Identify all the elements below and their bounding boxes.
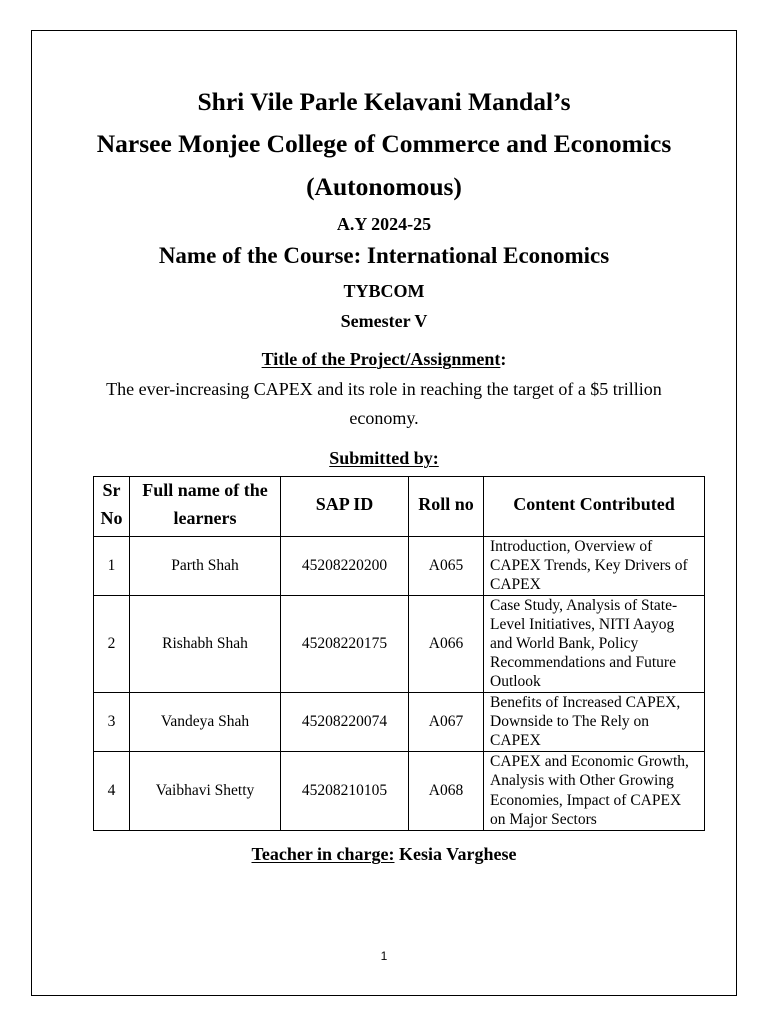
name-cell: Parth Shah (130, 537, 281, 596)
roll-no-cell: A067 (409, 692, 484, 751)
sr-no-cell: 1 (94, 537, 130, 596)
submitted-by-heading (0, 446, 768, 470)
college-name: Narsee Monjee College of Commerce and Economics (96, 129, 672, 158)
sap-id-cell: 45208220200 (281, 537, 409, 596)
semester: Semester V (340, 311, 428, 331)
content-line: on Major Sectors (490, 810, 597, 828)
content-cell (484, 537, 705, 596)
content-line: CAPEX (490, 732, 541, 750)
content-line: and World Bank, Policy (490, 635, 639, 653)
trust-name: Shri Vile Parle Kelavani Mandal’s (197, 87, 571, 116)
teacher-in-charge (0, 842, 768, 866)
table-header-row (94, 477, 705, 537)
table-row (94, 692, 705, 751)
project-title: The ever-increasing CAPEX and its role in reaching the target of a $5 trillion economy. (106, 379, 662, 428)
column-header-sr-no: Sr No (94, 477, 130, 537)
name-cell: Rishabh Shah (130, 595, 281, 692)
sap-id-cell: 45208220175 (281, 595, 409, 692)
content-line: Case Study, Analysis of State- (490, 596, 678, 614)
content-cell (484, 692, 705, 751)
table-row (94, 537, 705, 596)
name-cell: Vaibhavi Shetty (130, 751, 281, 830)
sr-no-cell: 3 (94, 692, 130, 751)
roll-no-cell: A066 (409, 595, 484, 692)
content-line: Outlook (490, 673, 541, 691)
content-line: CAPEX (490, 576, 541, 594)
content-cell (484, 751, 705, 830)
project-title-heading (0, 347, 768, 371)
content-line: CAPEX Trends, Key Drivers of (490, 557, 688, 575)
page-number: 1 (380, 949, 388, 963)
table-row (94, 595, 705, 692)
teacher-name: Kesia Varghese (398, 844, 517, 864)
column-header-full-name: Full name of the learners (130, 477, 281, 537)
content-line: Recommendations and Future (490, 654, 676, 672)
project-title-label-colon: : (500, 349, 507, 369)
table-row (94, 751, 705, 830)
content-line: Downside to The Rely on (490, 713, 650, 731)
submitted-by-label: Submitted by: (329, 448, 439, 468)
roll-no-cell: A065 (409, 537, 484, 596)
sr-no-cell: 4 (94, 751, 130, 830)
column-header-sap-id: SAP ID (281, 477, 409, 537)
content-cell (484, 595, 705, 692)
sr-no-cell: 2 (94, 595, 130, 692)
content-line: Benefits of Increased CAPEX, (490, 693, 681, 711)
teacher-label: Teacher in charge: (251, 844, 395, 864)
academic-year: A.Y 2024-25 (336, 214, 432, 234)
content-line: Introduction, Overview of (490, 538, 653, 555)
program-name: TYBCOM (343, 281, 425, 301)
column-header-content: Content Contributed (484, 477, 705, 537)
content-line: Level Initiatives, NITI Aayog (490, 615, 675, 633)
sap-id-cell: 45208220074 (281, 692, 409, 751)
project-title-label: Title of the Project/Assignment (261, 349, 501, 369)
learners-table (93, 476, 705, 831)
content-line: CAPEX and Economic Growth, (490, 753, 689, 771)
column-header-roll-no: Roll no (409, 477, 484, 537)
course-name: Name of the Course: International Economics (158, 243, 610, 268)
roll-no-cell: A068 (409, 751, 484, 830)
college-status: (Autonomous) (306, 172, 462, 201)
content-line: Analysis with Other Growing (490, 772, 674, 790)
name-cell: Vandeya Shah (130, 692, 281, 751)
content-line: Economies, Impact of CAPEX (490, 791, 682, 809)
sap-id-cell: 45208210105 (281, 751, 409, 830)
